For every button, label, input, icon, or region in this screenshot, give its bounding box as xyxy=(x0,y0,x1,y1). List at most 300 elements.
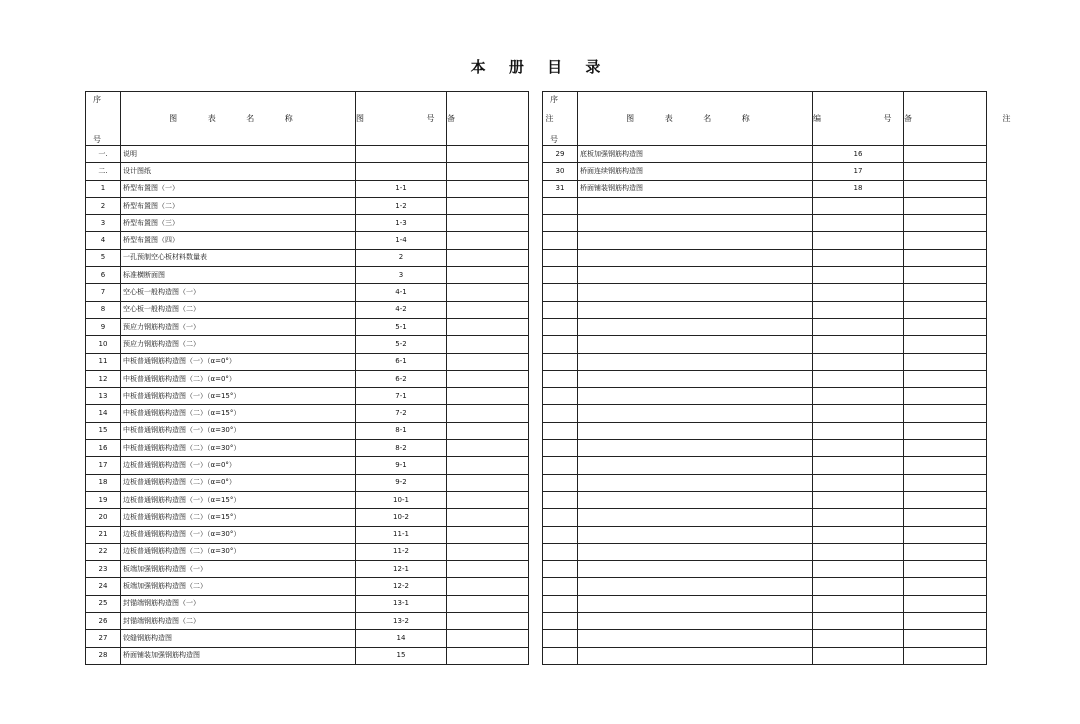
row-code: 16 xyxy=(813,146,904,163)
row-seq: 12 xyxy=(86,370,121,387)
row-name xyxy=(578,457,813,474)
row-seq xyxy=(543,249,578,266)
empty-table-row xyxy=(543,388,987,405)
row-name: 桥型布置图（二） xyxy=(121,197,356,214)
table-row xyxy=(86,561,529,578)
row-name: 桥面铺装钢筋构造图 xyxy=(578,180,813,197)
table-row xyxy=(86,388,529,405)
table-row xyxy=(86,509,529,526)
row-code xyxy=(813,284,904,301)
empty-table-row xyxy=(543,595,987,612)
row-code: 17 xyxy=(813,163,904,180)
row-seq xyxy=(543,595,578,612)
row-name xyxy=(578,318,813,335)
row-code: 13-1 xyxy=(356,595,447,612)
table-row xyxy=(86,474,529,491)
row-note xyxy=(447,146,529,163)
row-name: 预应力钢筋构造图（二） xyxy=(121,336,356,353)
row-seq: 7 xyxy=(86,284,121,301)
row-note xyxy=(904,318,987,335)
table-row xyxy=(86,613,529,630)
row-code xyxy=(813,232,904,249)
row-code: 15 xyxy=(356,647,447,664)
table-row xyxy=(543,163,987,180)
row-note xyxy=(447,405,529,422)
row-name: 边板普通钢筋构造图（一）（α=15°） xyxy=(121,491,356,508)
row-code xyxy=(356,146,447,163)
row-name xyxy=(578,543,813,560)
row-seq: 二. xyxy=(86,163,121,180)
header-note: 备 注 xyxy=(904,92,987,146)
row-code xyxy=(813,526,904,543)
row-name xyxy=(578,215,813,232)
row-name: 边板普通钢筋构造图（二）（α=30°） xyxy=(121,543,356,560)
row-name: 中板普通钢筋构造图（一）（α=15°） xyxy=(121,388,356,405)
row-name xyxy=(578,491,813,508)
row-note xyxy=(447,613,529,630)
empty-table-row xyxy=(543,232,987,249)
row-note xyxy=(447,180,529,197)
row-seq xyxy=(543,578,578,595)
row-code: 7-2 xyxy=(356,405,447,422)
row-seq: 11 xyxy=(86,353,121,370)
row-seq: 8 xyxy=(86,301,121,318)
row-code: 8-1 xyxy=(356,422,447,439)
row-code xyxy=(813,491,904,508)
row-seq: 9 xyxy=(86,318,121,335)
row-code xyxy=(813,457,904,474)
row-name: 封锚端钢筋构造图（一） xyxy=(121,595,356,612)
row-code xyxy=(813,422,904,439)
row-name xyxy=(578,474,813,491)
table-row xyxy=(86,318,529,335)
row-name: 边板普通钢筋构造图（二）（α=15°） xyxy=(121,509,356,526)
row-note xyxy=(904,284,987,301)
row-note xyxy=(904,526,987,543)
row-name xyxy=(578,267,813,284)
row-code: 2 xyxy=(356,249,447,266)
row-note xyxy=(904,509,987,526)
table-row xyxy=(86,249,529,266)
row-note xyxy=(447,509,529,526)
table-row xyxy=(86,457,529,474)
empty-table-row xyxy=(543,405,987,422)
row-seq: 14 xyxy=(86,405,121,422)
row-code: 4-1 xyxy=(356,284,447,301)
row-name xyxy=(578,440,813,457)
row-note xyxy=(904,422,987,439)
row-code: 12-1 xyxy=(356,561,447,578)
row-seq: 20 xyxy=(86,509,121,526)
row-name: 桥型布置图（一） xyxy=(121,180,356,197)
row-note xyxy=(904,353,987,370)
row-seq: 18 xyxy=(86,474,121,491)
row-note xyxy=(447,595,529,612)
row-seq: 5 xyxy=(86,249,121,266)
row-name xyxy=(578,578,813,595)
row-seq xyxy=(543,440,578,457)
row-name: 边板普通钢筋构造图（一）（α=30°） xyxy=(121,526,356,543)
row-name: 中板普通钢筋构造图（二）（α=30°） xyxy=(121,440,356,457)
row-name xyxy=(578,613,813,630)
row-note xyxy=(904,232,987,249)
row-seq xyxy=(543,543,578,560)
header-seq xyxy=(543,92,578,146)
row-seq: 3 xyxy=(86,215,121,232)
table-row xyxy=(86,630,529,647)
row-name xyxy=(578,595,813,612)
row-code: 11-1 xyxy=(356,526,447,543)
row-name: 底板加强钢筋构造图 xyxy=(578,146,813,163)
empty-table-row xyxy=(543,509,987,526)
empty-table-row xyxy=(543,630,987,647)
row-code xyxy=(813,561,904,578)
row-code xyxy=(356,163,447,180)
row-note xyxy=(904,630,987,647)
row-note xyxy=(904,561,987,578)
row-note xyxy=(447,422,529,439)
row-seq xyxy=(543,301,578,318)
row-name: 空心板一般构造图（二） xyxy=(121,301,356,318)
row-seq xyxy=(543,630,578,647)
row-code: 1-1 xyxy=(356,180,447,197)
row-note xyxy=(904,163,987,180)
row-seq: 25 xyxy=(86,595,121,612)
header-code: 图 号 xyxy=(356,92,447,146)
row-note xyxy=(447,215,529,232)
row-name xyxy=(578,370,813,387)
row-note xyxy=(447,388,529,405)
table-row xyxy=(86,146,529,163)
row-name xyxy=(578,509,813,526)
row-code: 5-2 xyxy=(356,336,447,353)
row-seq: 31 xyxy=(543,180,578,197)
row-name: 中板普通钢筋构造图（二）（α=0°） xyxy=(121,370,356,387)
row-seq: 28 xyxy=(86,647,121,664)
row-seq: 23 xyxy=(86,561,121,578)
header-code: 编 号 xyxy=(813,92,904,146)
row-note xyxy=(904,491,987,508)
header-seq-bottom: 号 xyxy=(550,135,558,144)
row-name xyxy=(578,630,813,647)
row-seq xyxy=(543,336,578,353)
row-code xyxy=(813,267,904,284)
row-note xyxy=(447,526,529,543)
row-note xyxy=(447,301,529,318)
table-header-row xyxy=(86,92,529,146)
row-seq: 17 xyxy=(86,457,121,474)
row-note xyxy=(904,267,987,284)
row-code: 6-1 xyxy=(356,353,447,370)
row-seq xyxy=(543,474,578,491)
row-code: 12-2 xyxy=(356,578,447,595)
empty-table-row xyxy=(543,474,987,491)
header-seq-top: 序 xyxy=(93,95,101,104)
row-code: 6-2 xyxy=(356,370,447,387)
table-row xyxy=(86,440,529,457)
row-code xyxy=(813,336,904,353)
table-row xyxy=(86,578,529,595)
row-note xyxy=(904,595,987,612)
row-note xyxy=(904,613,987,630)
row-code: 3 xyxy=(356,267,447,284)
row-seq: 16 xyxy=(86,440,121,457)
row-code xyxy=(813,353,904,370)
row-name xyxy=(578,647,813,664)
row-seq: 27 xyxy=(86,630,121,647)
row-code: 1-3 xyxy=(356,215,447,232)
row-name: 说明 xyxy=(121,146,356,163)
index-table-right xyxy=(542,91,1055,665)
header-name: 图 表 名 称 xyxy=(578,92,813,146)
row-note xyxy=(904,440,987,457)
row-seq: 10 xyxy=(86,336,121,353)
empty-table-row xyxy=(543,613,987,630)
empty-table-row xyxy=(543,301,987,318)
row-name: 标准横断面图 xyxy=(121,267,356,284)
table-row xyxy=(86,215,529,232)
empty-table-row xyxy=(543,647,987,664)
row-code xyxy=(813,647,904,664)
row-note xyxy=(447,284,529,301)
row-name: 设计图纸 xyxy=(121,163,356,180)
row-code: 10-2 xyxy=(356,509,447,526)
row-name xyxy=(578,353,813,370)
row-seq xyxy=(543,405,578,422)
row-name: 一孔预制空心板材料数量表 xyxy=(121,249,356,266)
empty-table-row xyxy=(543,526,987,543)
row-note xyxy=(447,543,529,560)
row-seq: 22 xyxy=(86,543,121,560)
row-note xyxy=(447,197,529,214)
row-note xyxy=(447,578,529,595)
row-name: 边板普通钢筋构造图（一）（α=0°） xyxy=(121,457,356,474)
row-name xyxy=(578,197,813,214)
empty-table-row xyxy=(543,267,987,284)
row-note xyxy=(904,215,987,232)
row-note xyxy=(904,370,987,387)
table-row xyxy=(86,491,529,508)
row-code xyxy=(813,215,904,232)
row-note xyxy=(447,232,529,249)
empty-table-row xyxy=(543,440,987,457)
row-code xyxy=(813,440,904,457)
table-row xyxy=(86,595,529,612)
table-row xyxy=(86,267,529,284)
row-name xyxy=(578,561,813,578)
row-name: 桥型布置图（三） xyxy=(121,215,356,232)
row-code: 13-2 xyxy=(356,613,447,630)
row-name: 桥面铺装加强钢筋构造图 xyxy=(121,647,356,664)
row-name xyxy=(578,422,813,439)
empty-table-row xyxy=(543,370,987,387)
row-code: 5-1 xyxy=(356,318,447,335)
row-seq xyxy=(543,284,578,301)
row-name: 中板普通钢筋构造图（一）（α=30°） xyxy=(121,422,356,439)
row-seq xyxy=(543,422,578,439)
row-code xyxy=(813,405,904,422)
row-note xyxy=(904,543,987,560)
empty-table-row xyxy=(543,578,987,595)
row-note xyxy=(447,474,529,491)
row-code: 9-2 xyxy=(356,474,447,491)
empty-table-row xyxy=(543,336,987,353)
row-note xyxy=(904,388,987,405)
row-seq xyxy=(543,647,578,664)
empty-table-row xyxy=(543,491,987,508)
row-code xyxy=(813,509,904,526)
empty-table-row xyxy=(543,215,987,232)
row-note xyxy=(904,578,987,595)
row-note xyxy=(447,440,529,457)
empty-table-row xyxy=(543,197,987,214)
row-code xyxy=(813,595,904,612)
row-code: 9-1 xyxy=(356,457,447,474)
row-note xyxy=(447,457,529,474)
row-seq: 2 xyxy=(86,197,121,214)
table-row xyxy=(86,543,529,560)
row-name: 封锚端钢筋构造图（二） xyxy=(121,613,356,630)
empty-table-row xyxy=(543,249,987,266)
header-name: 图 表 名 称 xyxy=(121,92,356,146)
empty-table-row xyxy=(543,284,987,301)
row-name: 桥型布置图（四） xyxy=(121,232,356,249)
table-row xyxy=(86,647,529,664)
row-code: 1-2 xyxy=(356,197,447,214)
row-note xyxy=(904,474,987,491)
row-name: 预应力钢筋构造图（一） xyxy=(121,318,356,335)
table-row xyxy=(86,284,529,301)
page-title: 本 册 目 录 xyxy=(470,58,610,76)
row-seq: 15 xyxy=(86,422,121,439)
empty-table-row xyxy=(543,318,987,335)
empty-table-row xyxy=(543,422,987,439)
row-seq: 29 xyxy=(543,146,578,163)
row-note xyxy=(447,249,529,266)
table-row xyxy=(86,405,529,422)
row-name xyxy=(578,388,813,405)
empty-table-row xyxy=(543,457,987,474)
row-note xyxy=(904,180,987,197)
row-seq: 26 xyxy=(86,613,121,630)
row-note xyxy=(904,146,987,163)
row-code xyxy=(813,301,904,318)
row-code: 1-4 xyxy=(356,232,447,249)
row-code xyxy=(813,197,904,214)
row-note xyxy=(447,561,529,578)
row-note xyxy=(904,647,987,664)
row-name: 空心板一般构造图（一） xyxy=(121,284,356,301)
table-row xyxy=(86,180,529,197)
row-code: 7-1 xyxy=(356,388,447,405)
row-code xyxy=(813,543,904,560)
table-row xyxy=(86,336,529,353)
row-note xyxy=(447,647,529,664)
row-note xyxy=(904,197,987,214)
row-code: 8-2 xyxy=(356,440,447,457)
header-seq xyxy=(86,92,121,146)
row-seq: 13 xyxy=(86,388,121,405)
row-note xyxy=(447,630,529,647)
row-code xyxy=(813,388,904,405)
row-seq xyxy=(543,197,578,214)
row-code: 4-2 xyxy=(356,301,447,318)
table-row xyxy=(86,232,529,249)
empty-table-row xyxy=(543,543,987,560)
row-code xyxy=(813,370,904,387)
table-row xyxy=(86,301,529,318)
row-code xyxy=(813,474,904,491)
row-seq xyxy=(543,561,578,578)
row-seq xyxy=(543,457,578,474)
table-header-row xyxy=(543,92,987,146)
empty-table-row xyxy=(543,561,987,578)
row-seq: 24 xyxy=(86,578,121,595)
row-name xyxy=(578,405,813,422)
row-note xyxy=(904,405,987,422)
row-name: 桥面连续钢筋构造图 xyxy=(578,163,813,180)
row-seq: 30 xyxy=(543,163,578,180)
row-note xyxy=(904,457,987,474)
row-note xyxy=(447,353,529,370)
row-seq xyxy=(543,526,578,543)
row-note xyxy=(447,163,529,180)
row-code xyxy=(813,630,904,647)
row-name xyxy=(578,526,813,543)
row-note xyxy=(447,267,529,284)
table-row xyxy=(86,163,529,180)
table-row xyxy=(86,353,529,370)
row-note xyxy=(904,301,987,318)
row-seq xyxy=(543,267,578,284)
header-seq-top: 序 xyxy=(550,95,558,104)
row-note xyxy=(447,491,529,508)
header-note: 备 注 xyxy=(447,92,529,146)
row-seq xyxy=(543,318,578,335)
row-code: 14 xyxy=(356,630,447,647)
row-note xyxy=(447,336,529,353)
row-code xyxy=(813,578,904,595)
table-row xyxy=(86,370,529,387)
row-seq xyxy=(543,613,578,630)
header-seq-bottom: 号 xyxy=(93,135,101,144)
row-seq: 4 xyxy=(86,232,121,249)
row-name: 板端加强钢筋构造图（二） xyxy=(121,578,356,595)
row-name xyxy=(578,284,813,301)
table-row xyxy=(86,197,529,214)
row-code: 11-2 xyxy=(356,543,447,560)
row-seq: 19 xyxy=(86,491,121,508)
row-seq xyxy=(543,370,578,387)
row-note xyxy=(904,336,987,353)
row-seq: 一. xyxy=(86,146,121,163)
row-name xyxy=(578,249,813,266)
row-seq: 6 xyxy=(86,267,121,284)
table-row xyxy=(86,422,529,439)
row-code xyxy=(813,249,904,266)
empty-table-row xyxy=(543,353,987,370)
row-seq xyxy=(543,491,578,508)
row-name: 板端加强钢筋构造图（一） xyxy=(121,561,356,578)
row-seq xyxy=(543,388,578,405)
row-seq xyxy=(543,353,578,370)
row-code: 18 xyxy=(813,180,904,197)
row-code xyxy=(813,318,904,335)
row-note xyxy=(447,370,529,387)
table-row xyxy=(543,180,987,197)
row-note xyxy=(447,318,529,335)
index-table-left xyxy=(85,91,598,665)
